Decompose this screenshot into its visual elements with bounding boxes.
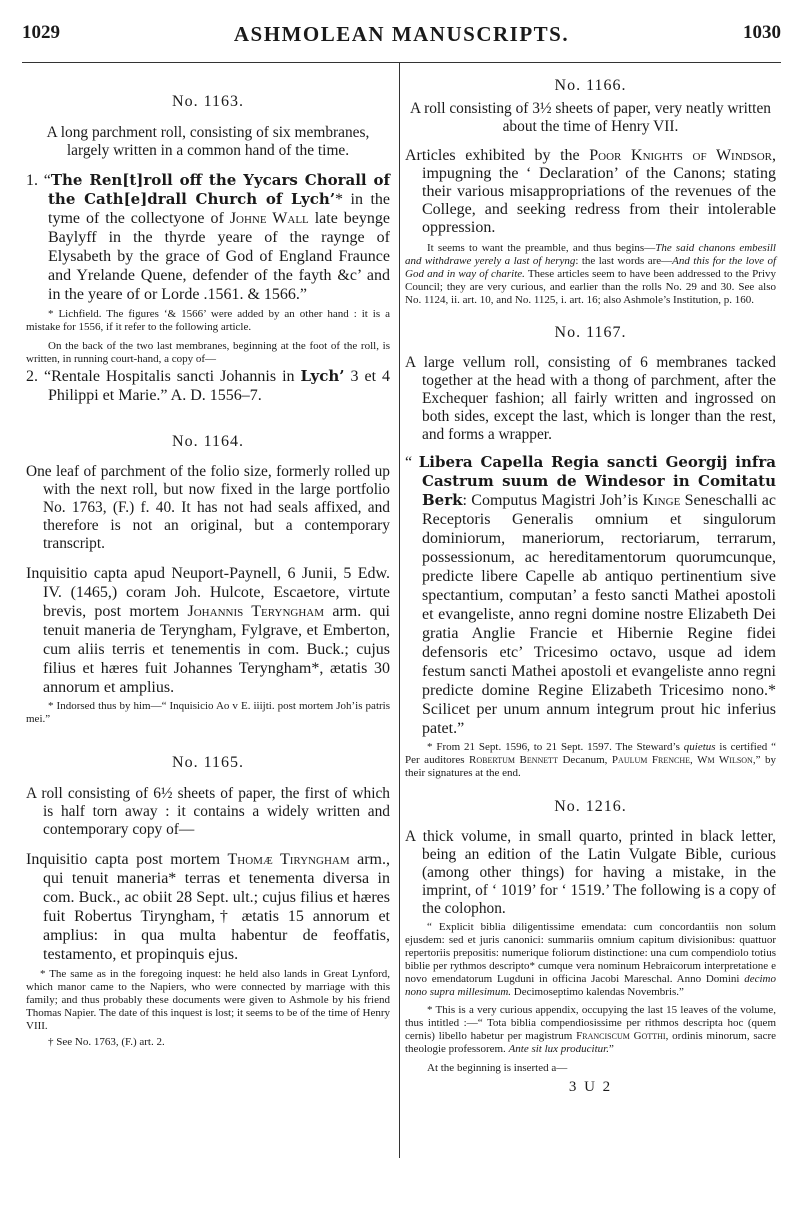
item-number: 2. [26,368,38,385]
quotation: And this for the love of God and in way of charite. [405,255,776,280]
item-text: Articles exhibited by the [405,147,590,164]
page-title: ASHMOLEAN MANUSCRIPTS. [233,22,570,46]
italic-term: decimo nono supra millesimum. [405,973,776,998]
entry-1165-description: A roll consisting of 6½ sheets of paper, the first of which is half torn away : it contains a widely written and contemporary copy of— [26,785,390,838]
item-text: arm., qui tenuit maneria* terras et tenementa diversa in com. Buck., ac obiit 28 Sept. ult.; cujus filius et hæres fuit Robertus Tiryngham,† ætatis 15 annorum et amplius: in qua multa habentur de feoffatis, testamento, et propinquis ejus. [43,851,390,963]
footnote [405,741,776,780]
footnote: * Indorsed thus by him—“ Inquisicio Ao v E. iiijti. post mortem Joh’is patris mei.” [26,700,390,725]
entry-1163-item-2 [26,367,390,405]
note: On the back of the two last membranes, beginning at the foot of the roll, is written, in running court-hand, a copy of— [26,340,390,365]
item-text: late beynge Baylyff in the thyrde yeare of the raynge of Elysabeth by the grace of God of England Fraunce and Yrelande Quene, defender of the fayth &c’ and in the yeare of or Lorde .1561. & 1566.” [48,210,391,303]
right-column [405,64,776,1096]
running-header [22,22,781,52]
item-text: , impugning the ‘ Declaration’ of the Canons; stating their various misappropriations of the revenues of the College, and seeking redress from their intolerable oppression. [422,147,776,236]
header-rule [22,62,781,63]
entry-1163-description: A long parchment roll, consisting of six membranes, largely written in a common hand of the time. [46,124,370,159]
item-text: arm. qui tenuit maneria de Teryngham, Fylgrave, et Emberton, cum aliis terris et tenementis in com. Buck.; cujus filius et hæres fuit Johannes Teryngham*, ætatis 30 annorum et amplius. [43,603,390,696]
page-number-right: 1030 [743,22,781,43]
black-letter-title: Libera Capella Regia sancti Georgij infra Castrum suum de Windesor in Comitatu Berk [418,453,776,509]
left-column [26,64,390,1049]
entry-heading-1167: No. 1167. [554,324,627,341]
person-name: Paulum Frenche, Wm Wilson [611,754,753,766]
person-name: Franciscum Gotthi [576,1030,666,1042]
colophon-text: Decimoseptimo kalendas Novembris.” [511,986,684,998]
item-text: Seneschalli ac Receptoris Generalis omnium et singulorum dominiorum, maneriorum, rectoriarum, terrarum, possessionum, ac hereditamentorum quorumcunque, predicte libere Capelle ab antiquo pertinentium sive spectantium, computan’ a festo sancti Mathei apostoli et evangeliste, anno regni domine nostre Elizabeth Dei gratia Anglie Francie et Hibernie Regine fidei defensoris etc’ Tricesimo octavo, usque ad idem festum sancti Mathei apostoli et evangeliste anno regni predicte domine Regine Elizabeth Tricesimo nono.* Scilicet per unum annum integrum prout hic inferius patet.” [422,492,776,737]
item-text: Inquisitio capta apud Neuport-Paynell, 6 Junii, 5 Edw. IV. (1465,) coram Joh. Hulcote, Escaetore, virtute brevis, post mortem [26,565,390,620]
entry-1166-description: A roll consisting of 3½ sheets of paper, very neatly written about the time of Henry VII. [410,100,771,135]
black-letter-text: Lych’ [300,367,345,385]
closing-line: At the beginning is inserted a— [427,1062,568,1074]
item-text: Inquisitio capta post mortem [26,851,228,868]
note-text: Decanum, [557,754,612,766]
institution-name: Poor Knights of Windsor [589,147,772,164]
quote-mark: “ [405,454,419,471]
item-text: * in the tyme of the collectyone of [48,191,390,227]
quotation: The said chanons embesill and withdrawe yerely a last of heryng [405,242,776,267]
entry-heading-1166: No. 1166. [554,77,627,94]
item-text: : Computus Magistri Joh’is [462,492,643,509]
footnote: * Lichfield. The figures ‘& 1566’ were added by an other hand : it is a mistake for 1556, if it refer to the following article. [26,308,390,333]
note-text: * From 21 Sept. 1596, to 21 Sept. 1597. The Steward’s [427,741,684,753]
entry-1164-description: One leaf of parchment of the folio size, formerly rolled up with the next roll, but now fixed in the large portfolio No. 1763, (F.) f. 40. It has not had seals affixed, and therefore is not an original, but a contemporary transcript. [26,463,390,552]
entry-1216-description: A thick volume, in small quarto, printed in black letter, being an edition of the Latin Vulgate Bible, curious (among other things) for having a mistake, in the imprint, of ‘ 1019’ for ‘ 1519.’ The following is a copy of the colophon. [405,828,776,917]
entry-1166-text [405,147,776,237]
note-text: : the last words are— [575,255,673,267]
note-text: It seems to want the preamble, and thus begins— [427,242,656,254]
entry-heading-1164: No. 1164. [172,433,244,450]
note-text: is certified “ Per auditores [405,741,776,766]
page-number-left: 1029 [22,22,60,43]
note [405,242,776,307]
entry-heading-1163: No. 1163. [172,93,244,110]
note-text: ” [608,1043,614,1055]
black-letter-title: The Ren[t]roll off the Yycars Chorall of the Cath[e]drall Church of Lych’ [48,171,391,208]
person-name: Thomæ Tiryngham [227,851,350,868]
person-name: Johne Wall [229,210,309,227]
note-text: * This is a very curious appendix, occupying the last 15 leaves of the volume, thus intitled :—“ Tota biblia compendiosissime per rithmos descripta hoc (quem cernis) libello habetur per magistrum [405,1004,776,1042]
colophon [405,921,776,999]
footnote [405,1004,776,1056]
quote-mark: “ [43,172,51,189]
footnote: † See No. 1763, (F.) art. 2. [48,1036,165,1048]
entry-1165-text [26,850,390,964]
item-text: 3 et 4 Philippi et Marie.” A. D. 1556–7. [48,368,391,404]
italic-term: quietus [683,741,716,753]
italic-term: Ante sit lux producitur. [508,1043,609,1055]
item-number: 1. [26,172,38,189]
item-text: “Rentale Hospitalis sancti Johannis in [43,368,301,385]
person-name: Robertum Bennett [469,754,558,766]
entry-1163-item-1 [26,171,390,304]
entry-heading-1216: No. 1216. [554,798,627,815]
column-divider [399,63,400,1158]
note-text: , ordinis minorum, sacre theologie professorem. [405,1030,776,1055]
note-text: ,” by their signatures at the end. [405,754,776,779]
note-text: These articles seem to have been addressed to the Privy Council; they are very curious, and earlier than the rolls No. 29 and 30. See also No. 1124, ii. art. 10, and No. 1125, i. art. 16; also Ashmole’s Institution, p. 160. [405,268,777,306]
footnote: * The same as in the foregoing inquest: he held also lands in Great Lynford, which manor came to the Napiers, who were connected by marriage with this family; and thus probably these documents were given to Ashmole by his friend Thomas Napier. The date of this inquest is lost; it seems to be of the time of Henry VIII. [26,968,390,1032]
colophon-text: “ Explicit biblia diligentissime emendata: cum concordantiis non solum ejusdem: sed et juris canonici: summariis omnium capitum divisionibus: quattuor repertoriis prepositis: numerique foliorum distinctione: una cum compendiolo totius biblie per rythmos descripto* cumque vera nominum Hebraicorum interpretatione e novo emendatorum Lugduni in officina Jacobi Mareschal. Anno Domini [405,921,776,985]
person-name: Kinge [642,492,681,509]
entry-heading-1165: No. 1165. [172,754,244,771]
signature-mark: 3 U 2 [568,1079,613,1095]
entry-1164-text [26,564,390,697]
person-name: Johannis Teryngham [187,603,325,620]
entry-1167-text [405,453,776,738]
entry-1167-description: A large vellum roll, consisting of 6 membranes tacked together at the head with a thong of parchment, after the Exchequer fashion; all fairly written and ingrossed on both sides, except the last, which is longer than the rest, and forms a wrapper. [405,354,776,443]
